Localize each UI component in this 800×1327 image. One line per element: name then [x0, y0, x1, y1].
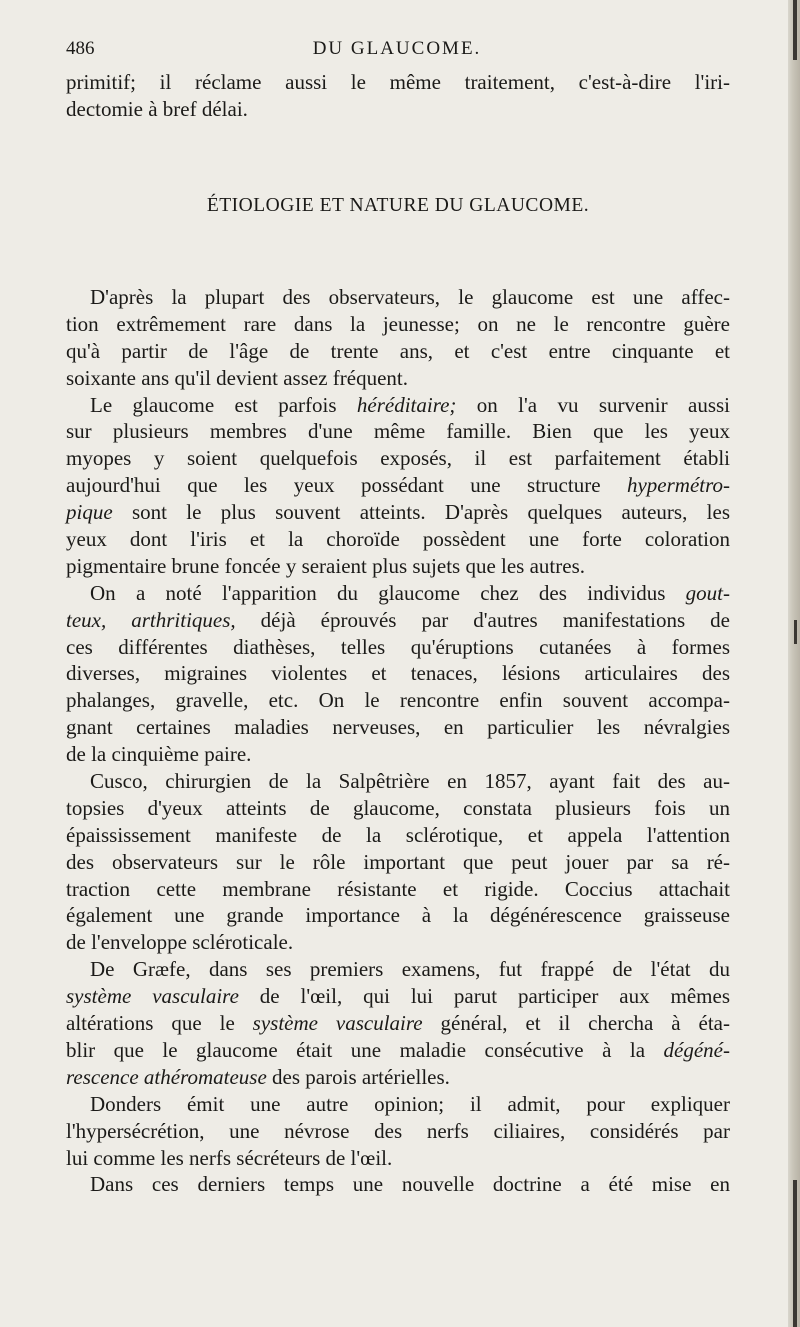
text-line: également une grande importance à la dégénérescence graisseuse	[66, 903, 730, 928]
text-line: teux, arthritiques, déjà éprouvés par d'autres manifestations de	[66, 607, 730, 632]
body-text	[66, 284, 730, 1198]
text-line: tion extrêmement rare dans la jeunesse; on ne le rencontre guère	[66, 311, 730, 336]
text-line: dectomie à bref délai.	[66, 96, 248, 121]
text-line: topsies d'yeux atteints de glaucome, constata plusieurs fois un	[66, 795, 730, 820]
text-line: aujourd'hui que les yeux possédant une structure hypermétro-	[66, 473, 730, 498]
running-title: DU GLAUCOME.	[312, 38, 482, 59]
text-line: de l'enveloppe scléroticale.	[66, 930, 294, 955]
text-line: de la cinquième paire.	[66, 742, 252, 767]
text-line: traction cette membrane résistante et rigide. Coccius attachait	[66, 876, 730, 901]
text-line: Le glaucome est parfois héréditaire; on l'a vu survenir aussi	[90, 392, 730, 417]
text-line: blir que le glaucome était une maladie consécutive à la dégéné-	[66, 1037, 730, 1062]
section-heading: ÉTIOLOGIE ET NATURE DU GLAUCOME.	[206, 195, 590, 216]
text-line: gnant certaines maladies nerveuses, en particulier les névralgies	[66, 715, 730, 740]
page-number: 486	[66, 38, 95, 59]
edge-shadow	[793, 1180, 797, 1327]
text-line: soixante ans qu'il devient assez fréquent.	[66, 365, 409, 390]
text-line: rescence athéromateuse des parois artérielles.	[66, 1064, 450, 1089]
text-line: ces différentes diathèses, telles qu'éruptions cutanées à formes	[66, 634, 730, 659]
text-line: sur plusieurs membres d'une même famille. Bien que les yeux	[66, 419, 730, 444]
text-line: De Græfe, dans ses premiers examens, fut frappé de l'état du	[90, 957, 730, 982]
text-line: système vasculaire de l'œil, qui lui parut participer aux mêmes	[66, 984, 730, 1009]
running-header	[66, 36, 728, 62]
text-line: altérations que le système vasculaire général, et il chercha à éta-	[66, 1011, 730, 1036]
text-line: Cusco, chirurgien de la Salpêtrière en 1857, ayant fait des au-	[90, 769, 730, 794]
text-line: qu'à partir de l'âge de trente ans, et c'est entre cinquante et	[66, 338, 730, 363]
text-line: pigmentaire brune foncée y seraient plus sujets que les autres.	[66, 553, 585, 578]
text-line: primitif; il réclame aussi le même traitement, c'est-à-dire l'iri-	[66, 70, 730, 94]
text-line: phalanges, gravelle, etc. On le rencontre enfin souvent accompa-	[66, 688, 730, 713]
text-line: pique sont le plus souvent atteints. D'après quelques auteurs, les	[66, 500, 730, 525]
text-line: épaississement manifeste de la sclérotique, et appela l'attention	[66, 822, 730, 847]
text-line: D'après la plupart des observateurs, le glaucome est une affec-	[90, 285, 730, 309]
text-line: des observateurs sur le rôle important que peut jouer par sa ré-	[66, 849, 730, 874]
edge-shadow	[794, 620, 797, 644]
text-line: On a noté l'apparition du glaucome chez des individus gout-	[90, 580, 730, 605]
page-edge	[788, 0, 800, 1327]
text-line: Dans ces derniers temps une nouvelle doctrine a été mise en	[90, 1172, 730, 1197]
text-line: lui comme les nerfs sécréteurs de l'œil.	[66, 1145, 393, 1170]
edge-shadow	[793, 0, 797, 60]
text-line: l'hypersécrétion, une névrose des nerfs ciliaires, considérés par	[66, 1118, 730, 1143]
text-line: myopes y soient quelquefois exposés, il est parfaitement établi	[66, 446, 730, 471]
text-line: Donders émit une autre opinion; il admit, pour expliquer	[90, 1091, 730, 1116]
text-line: diverses, migraines violentes et tenaces, lésions articulaires des	[66, 661, 730, 686]
intro-paragraph	[66, 69, 730, 123]
text-line: yeux dont l'iris et la choroïde possèdent une forte coloration	[66, 527, 730, 552]
